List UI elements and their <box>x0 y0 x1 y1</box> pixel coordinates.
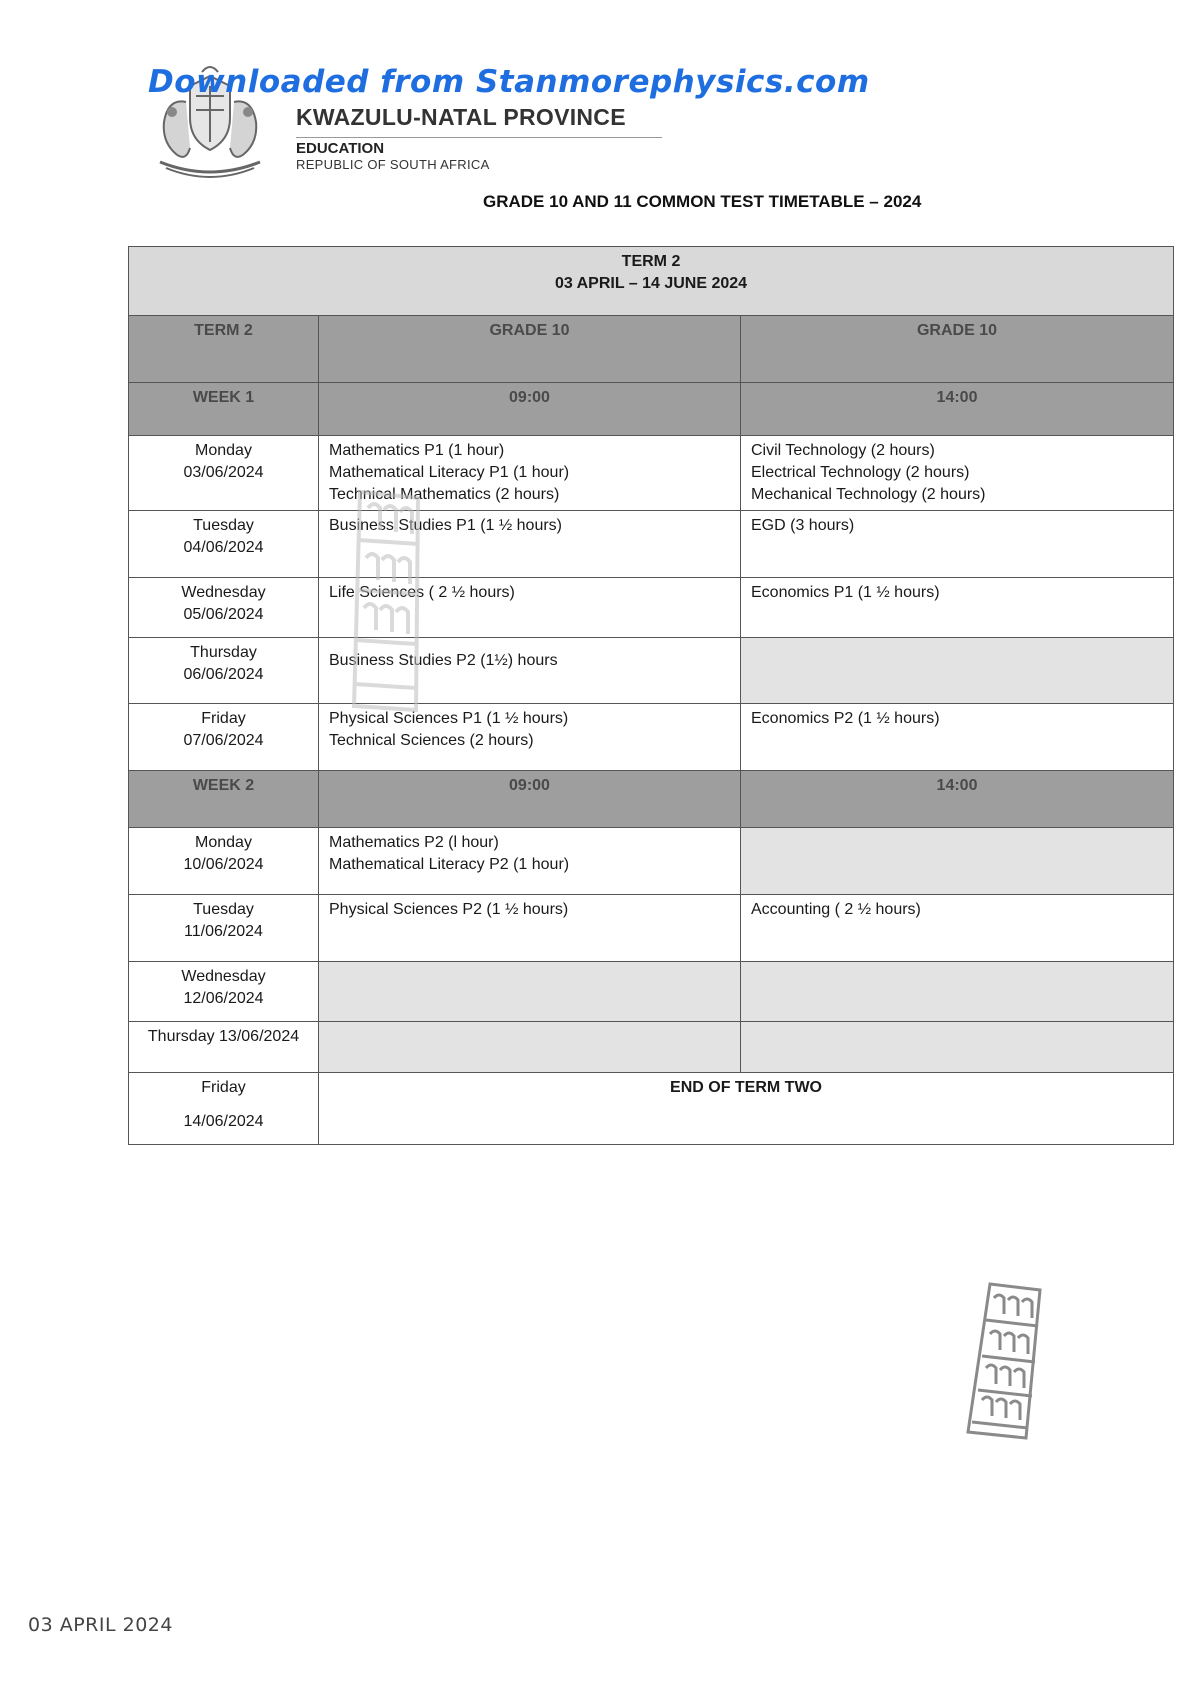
table-row <box>129 962 1174 1022</box>
province-heading: KWAZULU-NATAL PROVINCE <box>296 104 626 130</box>
week-header-row <box>129 771 1174 828</box>
day-date: 12/06/2024 <box>183 990 264 1007</box>
session-time: 14:00 <box>741 383 1174 436</box>
empty-session <box>741 962 1174 1022</box>
end-of-term-cell: END OF TERM TWO <box>319 1073 1174 1145</box>
day-cell <box>129 638 319 704</box>
day-cell <box>129 895 319 962</box>
exam-entry: Mathematical Literacy P2 (1 hour) <box>329 856 570 873</box>
term-header-cell <box>129 247 1174 316</box>
day-date: 05/06/2024 <box>183 606 264 623</box>
day-name: Monday <box>195 442 252 459</box>
header-divider <box>296 137 662 138</box>
table-row <box>129 511 1174 578</box>
day-date: 07/06/2024 <box>183 732 264 749</box>
exam-entry: Business Studies P1 (1 ½ hours) <box>329 517 563 534</box>
country-label: REPUBLIC OF SOUTH AFRICA <box>296 157 490 172</box>
exam-entry: Life Sciences ( 2 ½ hours) <box>329 584 515 601</box>
day-name: Wednesday <box>181 968 266 985</box>
exam-entry: Mathematical Literacy P1 (1 hour) <box>329 464 570 481</box>
exam-entry: Physical Sciences P1 (1 ½ hours) <box>329 710 569 727</box>
day-cell <box>129 511 319 578</box>
exam-entry: Economics P2 (1 ½ hours) <box>751 710 940 727</box>
table-row <box>129 828 1174 895</box>
day-name: Thursday <box>190 644 257 661</box>
day-date: 04/06/2024 <box>183 539 264 556</box>
column-header: GRADE 10 <box>741 316 1174 383</box>
afternoon-session <box>741 704 1174 771</box>
table-row <box>129 578 1174 638</box>
exam-entry: Civil Technology (2 hours) <box>751 442 935 459</box>
page-title: GRADE 10 AND 11 COMMON TEST TIMETABLE – 2024 <box>483 192 922 211</box>
day-date: 11/06/2024 <box>184 923 263 940</box>
term-title: TERM 2 <box>621 253 681 270</box>
day-date: 14/06/2024 <box>183 1113 264 1130</box>
empty-session <box>741 1022 1174 1073</box>
exam-entry: Mathematics P2 (l hour) <box>329 834 499 851</box>
table-row <box>129 436 1174 511</box>
exam-entry: Economics P1 (1 ½ hours) <box>751 584 940 601</box>
department-label: EDUCATION <box>296 140 385 157</box>
empty-session <box>741 638 1174 704</box>
footer-date: 03 APRIL 2024 <box>28 1614 173 1636</box>
day-name: Friday <box>201 710 246 727</box>
exam-entry: Mathematics P1 (1 hour) <box>329 442 505 459</box>
morning-session <box>319 828 741 895</box>
table-row <box>129 704 1174 771</box>
day-date: 10/06/2024 <box>183 856 264 873</box>
column-header: GRADE 10 <box>319 316 741 383</box>
day-name: Friday <box>201 1079 246 1096</box>
afternoon-session <box>741 436 1174 511</box>
exam-entry: Physical Sciences P2 (1 ½ hours) <box>329 901 569 918</box>
session-time: 14:00 <box>741 771 1174 828</box>
exam-entry: Electrical Technology (2 hours) <box>751 464 970 481</box>
day-cell <box>129 828 319 895</box>
day-name: Tuesday <box>193 901 254 918</box>
day-name: Tuesday <box>193 517 254 534</box>
watermark-banner: Downloaded from Stanmorephysics.com <box>148 64 870 100</box>
day-cell <box>129 1073 319 1145</box>
table-row <box>129 1022 1174 1073</box>
day-date: 06/06/2024 <box>183 666 264 683</box>
timetable <box>128 246 1174 1145</box>
afternoon-session <box>741 578 1174 638</box>
table-row <box>129 638 1174 704</box>
day-cell <box>129 962 319 1022</box>
empty-session <box>741 828 1174 895</box>
day-name: Thursday 13/06/2024 <box>147 1028 300 1045</box>
table-row <box>129 1073 1174 1145</box>
morning-session <box>319 895 741 962</box>
week-label: WEEK 1 <box>129 383 319 436</box>
day-name: Wednesday <box>181 584 266 601</box>
column-header: TERM 2 <box>129 316 319 383</box>
exam-entry: EGD (3 hours) <box>751 517 855 534</box>
exam-entry: Accounting ( 2 ½ hours) <box>751 901 921 918</box>
empty-session <box>319 1022 741 1073</box>
day-cell <box>129 1022 319 1073</box>
exam-entry: Technical Mathematics (2 hours) <box>329 486 560 503</box>
column-header-row <box>129 316 1174 383</box>
exam-entry: Technical Sciences (2 hours) <box>329 732 534 749</box>
term-dates: 03 APRIL – 14 JUNE 2024 <box>554 275 748 292</box>
leaning-tower-icon <box>340 484 432 720</box>
week-header-row <box>129 383 1174 436</box>
table-row <box>129 895 1174 962</box>
session-time: 09:00 <box>319 771 741 828</box>
week-label: WEEK 2 <box>129 771 319 828</box>
day-cell <box>129 578 319 638</box>
empty-session <box>319 962 741 1022</box>
day-cell <box>129 704 319 771</box>
exam-entry: Business Studies P2 (1½) hours <box>329 652 558 669</box>
day-cell <box>129 436 319 511</box>
day-name: Monday <box>195 834 252 851</box>
day-date: 03/06/2024 <box>183 464 264 481</box>
session-time: 09:00 <box>319 383 741 436</box>
afternoon-session <box>741 895 1174 962</box>
leaning-tower-icon <box>960 1280 1052 1444</box>
exam-entry: Mechanical Technology (2 hours) <box>751 486 986 503</box>
afternoon-session <box>741 511 1174 578</box>
term-header-row <box>129 247 1174 316</box>
